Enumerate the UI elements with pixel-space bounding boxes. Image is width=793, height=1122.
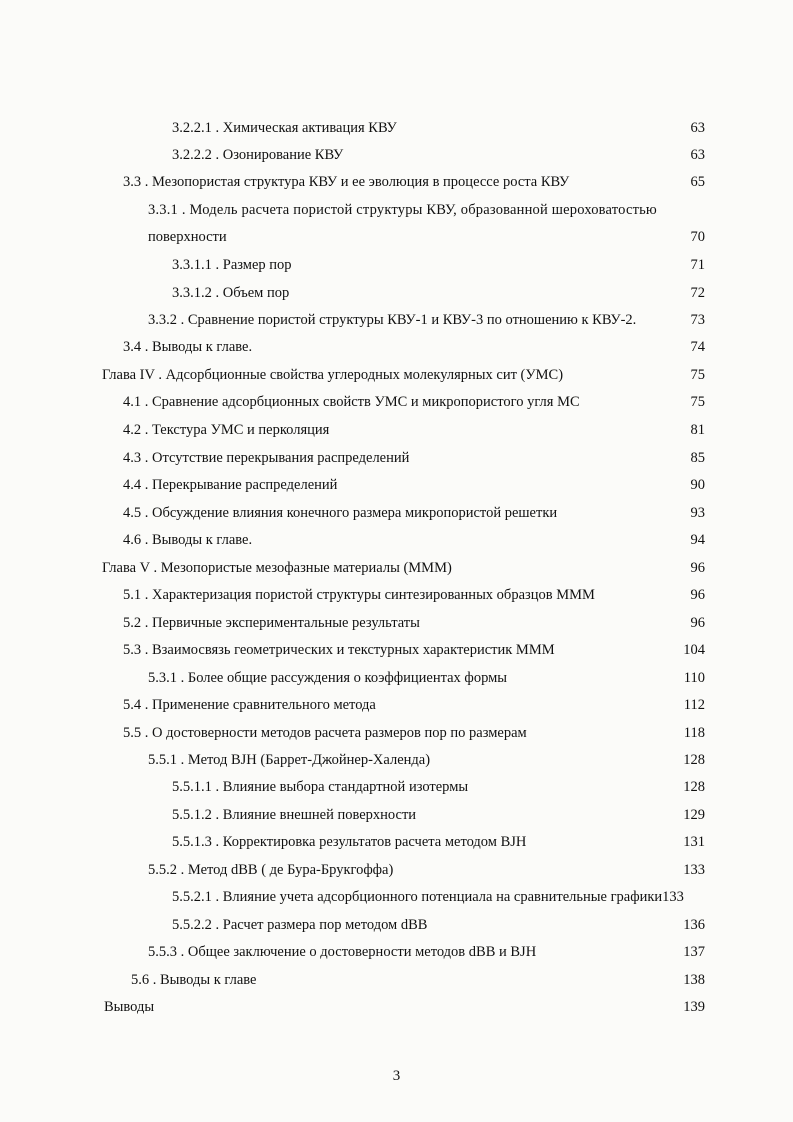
toc-entry-3-3-1-1 [0,252,793,279]
toc-entry-title: 5.5 . О достоверности методов расчета размеров пор по размерам [123,725,527,741]
toc-entry-page: 137 [683,944,705,960]
toc-entry-4-4 [0,472,793,499]
toc-entry-title: 5.5.2.1 . Влияние учета адсорбционного потенциала на сравнительные графики [172,889,663,905]
toc-entry-title: 5.5.1 . Метод BJH (Баррет-Джойнер-Халенда) [148,752,431,768]
toc-entry-4-2 [0,417,793,444]
toc-entry-page: 129 [683,807,705,823]
toc-entry-3-3-1-line1: 3.3.1 . Модель расчета пористой структуры КВУ, образованной шероховатостью [148,202,657,218]
toc-entry-5-5-2-1 [0,884,793,911]
toc-entry-title: 5.5.1.3 . Корректировка результатов расчета методом BJH [172,834,527,850]
toc-entry-5-2 [0,610,793,637]
toc-entry-title: 5.5.1.2 . Влияние внешней поверхности [172,807,417,823]
toc-entry-page: 71 [690,257,705,273]
toc-entry-page: 85 [690,450,705,466]
toc-entry-5-5-1-1 [0,774,793,801]
toc-entry-page: 90 [690,477,705,493]
toc-entry-page: 96 [690,587,705,603]
toc-entry-title: Выводы [104,999,155,1015]
toc-entry-3-3-1-2 [0,280,793,307]
toc-entry-page: 94 [690,532,705,548]
toc-entry-page: 72 [690,285,705,301]
toc-entry-title: 5.1 . Характеризация пористой структуры синтезированных образцов МММ [123,587,595,603]
toc-entry-4-1 [0,389,793,416]
toc-entry-title: 4.4 . Перекрывание распределений [123,477,338,493]
toc-entry-page: 93 [690,505,705,521]
toc-entry-page: 70 [690,229,705,245]
toc-entry-title: 5.5.1.1 . Влияние выбора стандартной изотермы [172,779,469,795]
toc-entry-title: 3.3 . Мезопористая структура КВУ и ее эволюция в процессе роста КВУ [123,174,570,190]
toc-entry-page: 118 [683,725,705,741]
toc-entry-5-1 [0,582,793,609]
toc-entry-page: 74 [690,339,705,355]
toc-entry-title: 4.2 . Текстура УМС и перколяция [123,422,330,438]
toc-entry-page: 73 [690,312,705,328]
toc-entry-5-4 [0,692,793,719]
toc-entry-title: 4.5 . Обсуждение влияния конечного размера микропористой решетки [123,505,558,521]
toc-entry-5-5 [0,720,793,747]
page-number: 3 [392,1068,401,1084]
toc-entry-5-5-2 [0,857,793,884]
toc-entry-5-5-1 [0,747,793,774]
toc-entry-title: Глава IV . Адсорбционные свойства углеродных молекулярных сит (УМС) [102,367,564,383]
toc-entry-3-3-2 [0,307,793,334]
toc-entry-page: 81 [690,422,705,438]
toc-entry-title: Глава V . Мезопористые мезофазные материалы (МММ) [102,560,452,576]
toc-entry-title: 3.3.1.1 . Размер пор [172,257,292,273]
toc-entry-title: 4.6 . Выводы к главе. [123,532,253,548]
toc-entry-page: 75 [690,367,705,383]
toc-entry-page: 136 [683,917,705,933]
toc-entry-page: 133 [683,862,705,878]
toc-entry-page: 63 [690,147,705,163]
toc-entry-page: 128 [683,779,705,795]
toc-entry-5-6 [0,967,793,994]
toc-entry-page: 138 [683,972,705,988]
toc-entry-title: 3.2.2.2 . Озонирование КВУ [172,147,344,163]
toc-entry-page: 104 [683,642,705,658]
toc-entry-page: 63 [690,120,705,136]
toc-entry-title: 5.3.1 . Более общие рассуждения о коэффициентах формы [148,670,508,686]
toc-entry-chapter-4 [0,362,793,389]
toc-entry-chapter-5 [0,555,793,582]
toc-entry-title: 3.4 . Выводы к главе. [123,339,253,355]
toc-entry-4-5 [0,500,793,527]
toc-entry-title: 5.4 . Применение сравнительного метода [123,697,376,713]
toc-entry-3-3-1 [0,224,793,251]
toc-entry-title: 4.1 . Сравнение адсорбционных свойств УМС и микропористого угля МС [123,394,580,410]
toc-entry-title: 5.5.2.2 . Расчет размера пор методом dBB [172,917,428,933]
toc-entry-page: 131 [683,834,705,850]
toc-entry-page: 112 [683,697,705,713]
toc-entry-title: 5.2 . Первичные экспериментальные результаты [123,615,420,631]
toc-entry-page: 65 [690,174,705,190]
toc-entry-page: 139 [683,999,705,1015]
toc-entry-page: 96 [690,560,705,576]
toc-entry-5-3-1 [0,665,793,692]
toc-entry-title: 5.5.2 . Метод dBB ( де Бура-Брукгоффа) [148,862,394,878]
toc-entry-5-5-1-2 [0,802,793,829]
toc-entry-title-continuation: поверхности [148,229,227,245]
toc-entry-3-3 [0,169,793,196]
toc-entry-conclusions [0,994,793,1021]
toc-entry-page: 128 [683,752,705,768]
toc-entry-page: 133 [662,889,684,905]
toc-entry-page: 96 [690,615,705,631]
toc-entry-title: 5.5.3 . Общее заключение о достоверности методов dBB и BJH [148,944,537,960]
toc-entry-3-2-2-2 [0,142,793,169]
toc-entry-title: 3.3.2 . Сравнение пористой структуры КВУ-1 и КВУ-3 по отношению к КВУ-2. [148,312,637,328]
toc-entry-5-5-2-2 [0,912,793,939]
toc-entry-title: 3.3.1.2 . Объем пор [172,285,290,301]
toc-entry-title: 4.3 . Отсутствие перекрывания распределений [123,450,410,466]
toc-entry-5-5-3 [0,939,793,966]
toc-entry-title: 5.6 . Выводы к главе [131,972,257,988]
toc-entry-page: 110 [683,670,705,686]
toc-entry-title: 5.3 . Взаимосвязь геометрических и текстурных характеристик МММ [123,642,555,658]
toc-entry-5-3 [0,637,793,664]
toc-entry-page: 75 [690,394,705,410]
toc-entry-3-4 [0,334,793,361]
toc-entry-5-5-1-3 [0,829,793,856]
toc-entry-3-2-2-1 [0,115,793,142]
toc-entry-4-6 [0,527,793,554]
toc-entry-title: 3.2.2.1 . Химическая активация КВУ [172,120,397,136]
toc-entry-4-3 [0,445,793,472]
